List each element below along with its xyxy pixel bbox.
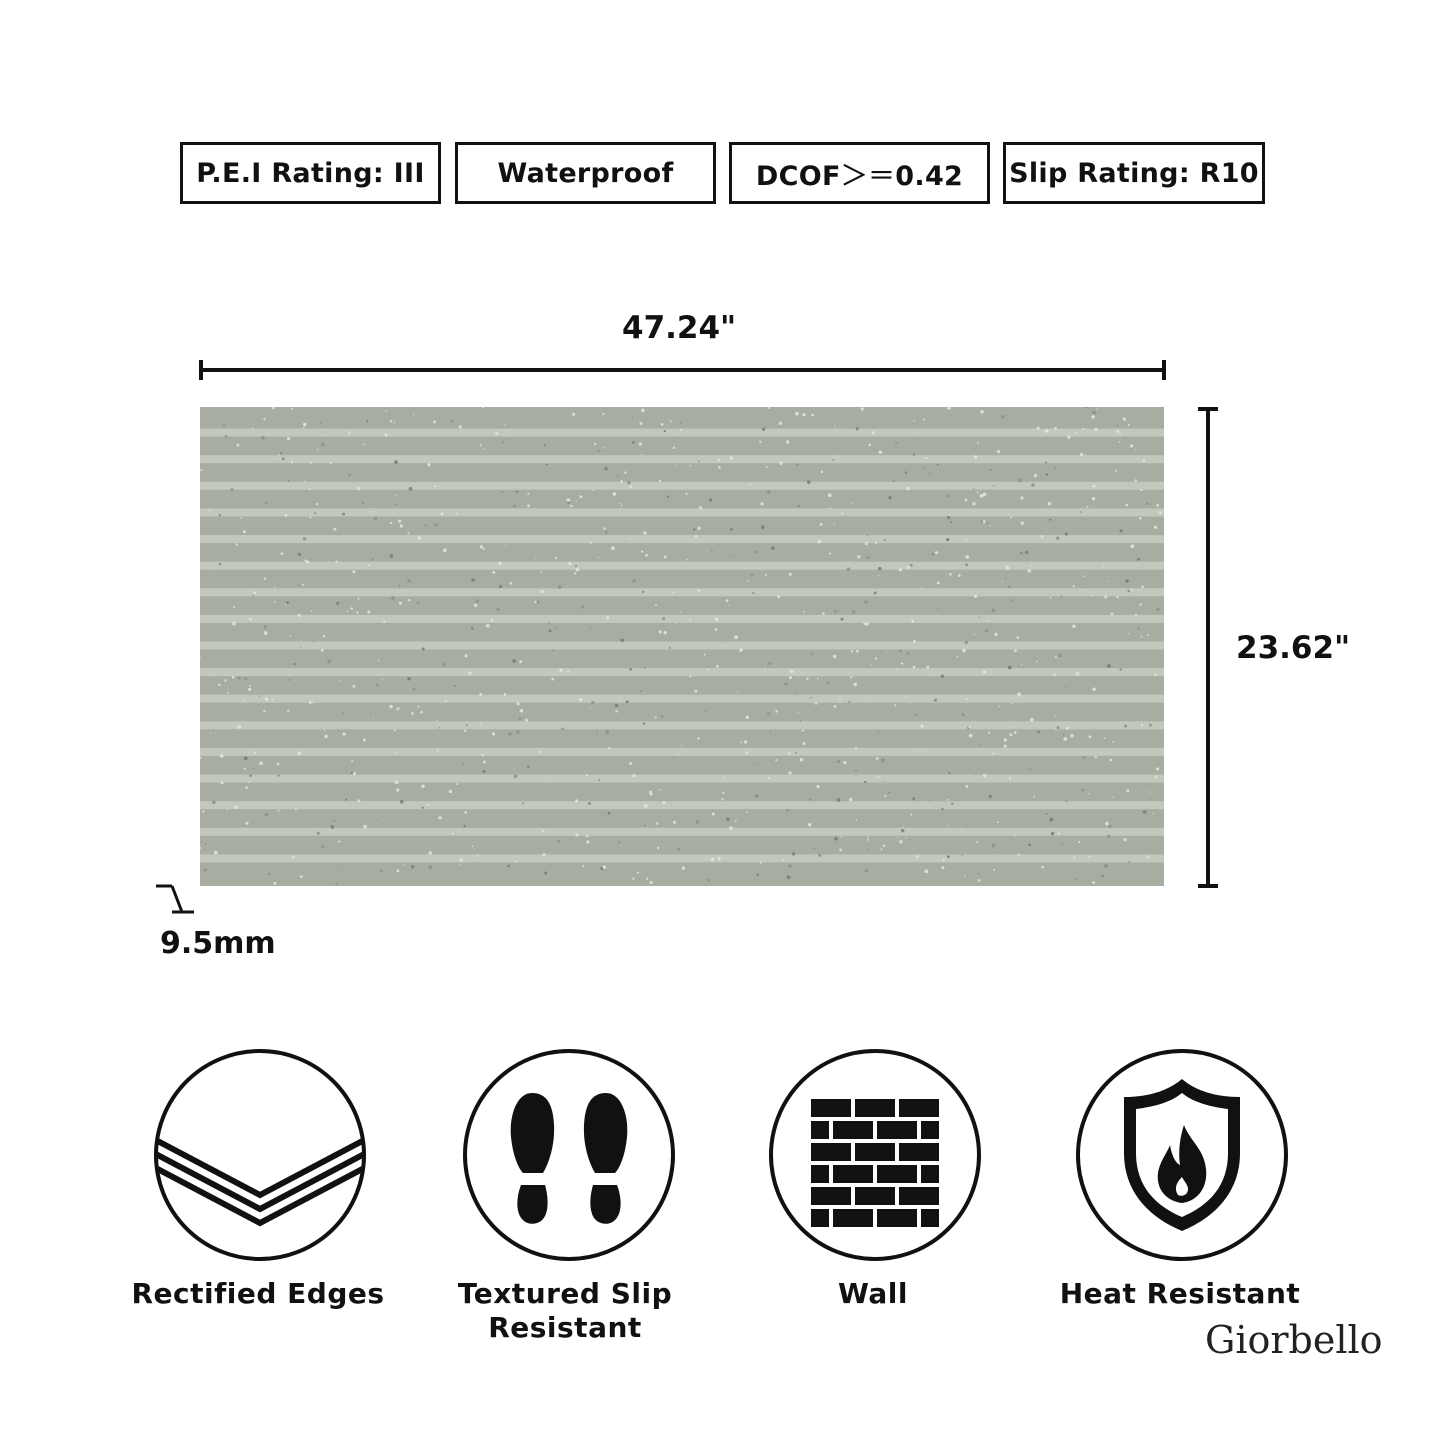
brick	[877, 1121, 917, 1139]
fire-shield-icon	[1072, 1045, 1292, 1265]
spec-slip-rating-label: Slip Rating: R10	[1009, 157, 1259, 189]
tile-stripe	[200, 642, 1164, 650]
feature-rectified-edges-label: Rectified Edges	[131, 1277, 385, 1310]
brick	[811, 1187, 851, 1205]
spec-waterproof-label: Waterproof	[497, 157, 674, 189]
thickness-dimension-label: 9.5mm	[160, 926, 276, 961]
brick	[811, 1143, 851, 1161]
tile-stripe	[200, 775, 1164, 783]
brick	[899, 1187, 939, 1205]
brick	[833, 1121, 873, 1139]
tile-stripe	[200, 828, 1164, 836]
tile-stripe	[200, 801, 1164, 809]
width-dimension-label: 47.24"	[622, 310, 737, 346]
brick	[811, 1099, 851, 1117]
brick	[877, 1209, 917, 1227]
brick	[921, 1121, 939, 1139]
brick	[921, 1209, 939, 1227]
brick	[855, 1187, 895, 1205]
spec-slip-rating	[1003, 142, 1265, 204]
tile-stripe	[200, 508, 1164, 516]
brick	[811, 1121, 829, 1139]
brick	[833, 1209, 873, 1227]
brick	[855, 1099, 895, 1117]
feature-wall-label: Wall	[838, 1277, 908, 1310]
height-dimension-label: 23.62"	[1236, 630, 1351, 666]
brick	[811, 1209, 829, 1227]
brick	[855, 1143, 895, 1161]
spec-waterproof	[455, 142, 716, 204]
tile-stripe	[200, 562, 1164, 570]
brick	[833, 1165, 873, 1183]
tile-stripe	[200, 535, 1164, 543]
tile-stripe	[200, 455, 1164, 463]
spec-pei-rating-label: P.E.I Rating: III	[196, 157, 425, 189]
brick	[811, 1165, 829, 1183]
tile-image	[200, 407, 1164, 886]
brick-wall-icon	[765, 1045, 985, 1265]
tile-stripe	[200, 615, 1164, 623]
spec-dcof	[729, 142, 990, 204]
rectified-edges-icon	[150, 1045, 370, 1265]
tile-stripe	[200, 588, 1164, 596]
tile-stripe	[200, 482, 1164, 490]
brick	[921, 1165, 939, 1183]
feature-textured-slip-label: Textured Slip Resistant	[457, 1277, 673, 1344]
tile-stripe	[200, 668, 1164, 676]
footprints-icon	[459, 1045, 679, 1265]
brick	[899, 1099, 939, 1117]
brand-logo-text: Giorbello	[1205, 1318, 1383, 1362]
brick	[877, 1165, 917, 1183]
feature-heat-resistant-label: Heat Resistant	[1059, 1277, 1301, 1310]
spec-pei-rating	[180, 142, 441, 204]
spec-dcof-label: DCOF＞＝0.42	[755, 160, 964, 192]
tile-stripe	[200, 721, 1164, 729]
tile-stripe	[200, 748, 1164, 756]
brick	[899, 1143, 939, 1161]
